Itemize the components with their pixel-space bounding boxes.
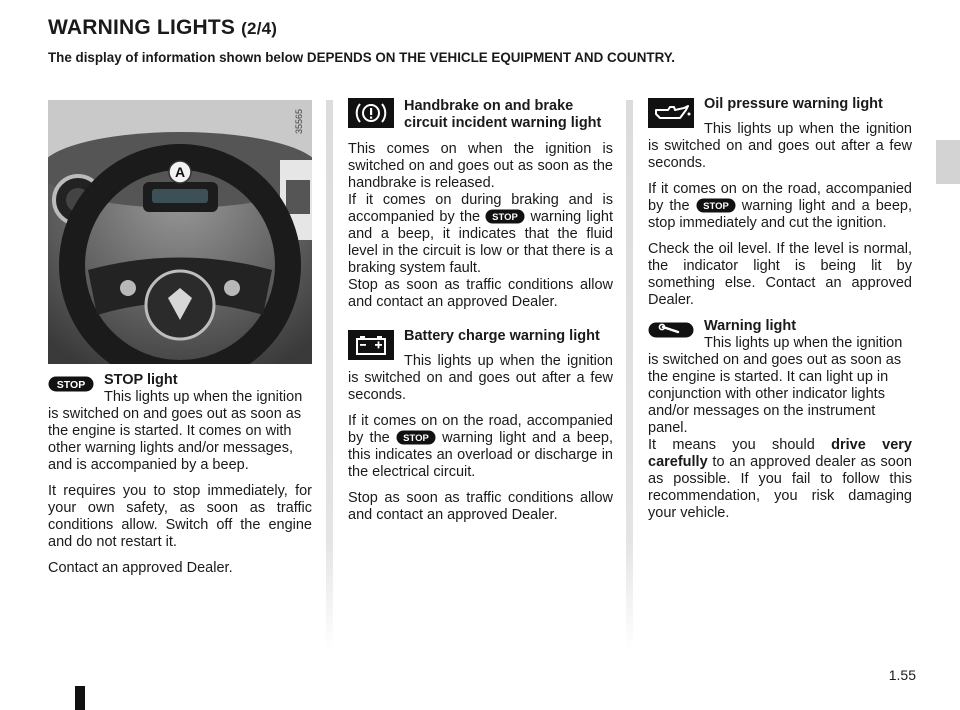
svg-text:STOP: STOP <box>702 201 729 212</box>
oil-text-3: Check the oil level. If the level is normal, the indicator light is being lit by something else. Contact an approved Dealer. <box>648 241 912 308</box>
handbrake-text-1: This comes on when the ignition is switched on and goes out as soon as the handbrake is released. <box>348 141 613 191</box>
page-number: 1.55 <box>888 667 916 683</box>
page-subtitle: The display of information shown below DEPENDS ON THE VEHICLE EQUIPMENT AND COUNTRY. <box>48 50 675 65</box>
oil-can-icon <box>648 98 694 128</box>
dashboard-photo <box>48 100 312 364</box>
svg-text:STOP: STOP <box>492 212 519 223</box>
corner-mark <box>75 686 85 710</box>
svg-text:STOP: STOP <box>56 379 86 391</box>
oil-heading: Oil pressure warning light <box>704 96 883 112</box>
wrench-icon <box>648 322 694 338</box>
oil-text-2: If it comes on on the road, accompanied by the STOP warning light and a beep, stop immediately and cut the ignition. <box>648 181 913 231</box>
stop-icon <box>48 376 94 392</box>
stop-light-heading: STOP light <box>104 372 178 388</box>
stop-light-text: This lights up when the ignition is switched on and goes out as soon as the engine is started. It comes on with other warning lights and/or messages, and is accompanied by a beep. <box>48 389 303 473</box>
column-middle <box>348 96 613 533</box>
battery-entry <box>348 320 613 404</box>
column-right <box>648 96 912 531</box>
battery-icon <box>348 330 394 360</box>
stop-icon <box>396 430 436 445</box>
section-tab <box>936 140 960 184</box>
stop-icon <box>696 198 736 213</box>
handbrake-icon <box>348 98 394 128</box>
oil-entry <box>648 96 912 172</box>
handbrake-text-2: If it comes on during braking and is accompanied by the STOP warning light and a beep, it indicates that the fluid level in the circuit is low or that there is a braking system fault. <box>348 192 614 276</box>
photo-label-a: A <box>174 164 186 180</box>
battery-text-2: If it comes on on the road, accompanied by the STOP warning light and a beep, this indicates an overload or discharge in the electrical circuit. <box>348 413 614 480</box>
stop-light-entry <box>48 372 312 474</box>
svg-text:STOP: STOP <box>403 433 429 444</box>
handbrake-entry <box>348 96 613 132</box>
warning-entry <box>648 318 912 437</box>
battery-text-3: Stop as soon as traffic conditions allow and contact an approved Dealer. <box>348 490 613 523</box>
page-title <box>48 16 277 40</box>
handbrake-heading: Handbrake on and brake circuit incident warning light <box>404 98 602 131</box>
stop-icon <box>485 209 525 224</box>
warning-text-1: This lights up when the ignition is switched on and goes out as soon as the engine is started. It can light up in conjunction with other indicator lights and/or messages on the instrument panel. <box>648 335 903 436</box>
warning-text-2: It means you should drive very carefully to an approved dealer as soon as possible. If you fail to follow this recommendation, you risk damaging your vehicle. <box>648 437 912 521</box>
warning-heading: Warning light <box>704 318 797 334</box>
column-divider <box>326 100 333 650</box>
title-part: (2/4) <box>241 19 278 38</box>
photo-ref-number: 35565 <box>294 108 304 134</box>
column-divider <box>626 100 633 650</box>
battery-text-1: This lights up when the ignition is switched on and goes out after a few seconds. <box>348 353 613 403</box>
stop-light-text-2: It requires you to stop immediately, for your own safety, as soon as traffic conditions allow. Switch off the engine and do not restart it. <box>48 483 312 550</box>
handbrake-text-3: Stop as soon as traffic conditions allow and contact an approved Dealer. <box>348 277 613 310</box>
stop-light-text-3: Contact an approved Dealer. <box>48 560 233 576</box>
oil-text-1: This lights up when the ignition is switched on and goes out after a few seconds. <box>648 121 912 171</box>
title-main: WARNING LIGHTS <box>48 16 236 39</box>
battery-heading: Battery charge warning light <box>404 328 600 344</box>
column-left <box>48 372 312 586</box>
